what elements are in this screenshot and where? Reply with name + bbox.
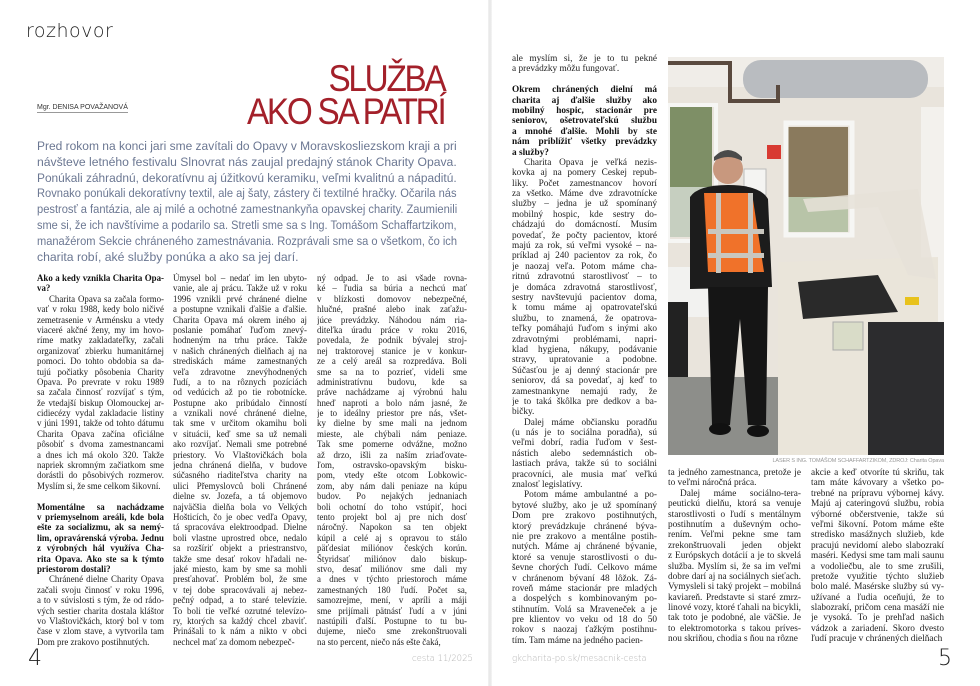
text-line: za všetko. Máme dve zdravotnícke [512, 189, 657, 200]
text-line: povedať, že počty pacientov, ktoré [512, 230, 657, 241]
text-line: pre klientov vo veku od 18 do 50 [512, 615, 657, 626]
text-line: kovka aj na pomery Českej repub- [512, 168, 657, 179]
intro-line: Ponúkali záhradnú, dekoratívnu aj úžitkovú keramiku, veľmi kvalitnú a nápaditú. [37, 170, 457, 185]
text-line: rita Opava. Ako ste sa k týmto [37, 553, 164, 564]
text-line: tento projekt bol aj pre nich dosť [317, 511, 467, 522]
text-line: od vedúcich až po tie robotnícke. [173, 387, 307, 398]
interview-question [37, 502, 164, 575]
intro-line: charita robí, aké služby ponúka a ako sa jej darí. [37, 249, 299, 264]
text-line: mobilný hospic, kde sestry do- [512, 209, 657, 220]
text-line: seniorov, ošetrovateľskú službu [512, 116, 657, 127]
text-line: ako rozvíjať. Nemali sme potrebné [173, 439, 307, 450]
text-line: charita aj ďalšie služby ako [512, 95, 657, 106]
intro-line: Rovnako ponúkali dekoratívny textil, ale aj šaty, zástery či textilné hračky. Očarila nás [37, 186, 457, 201]
text-line: dielne sv. Jozefa, a tá objemovo [173, 491, 307, 502]
text-line: postihnutím a duševným ocho- [668, 519, 801, 530]
title-line: AKO SA PATRÍ [246, 91, 444, 132]
text-line: náročný. Napokon sa ten objekt [317, 522, 467, 533]
interview-answer-paragraph [811, 468, 944, 645]
text-line: bytové služby, ako je už spomínaný [512, 500, 657, 511]
text-line: Postupne ako pribúdalo činností [173, 397, 307, 408]
text-line: že vtedajší biskup Olomouckej ar- [37, 397, 164, 408]
text-line: zom, aby nám dali peniaze na kúpu [317, 480, 467, 491]
interview-answer-paragraph [173, 273, 307, 647]
text-line: Prinášali to k nám a nikto v obci [173, 626, 307, 637]
photo-caption: LASER S ING. TOMÁŠOM SCHAFFARTZIKOM, ZDROJ: Charita Opava [772, 458, 944, 464]
text-line: hodneným na trhu práce. Takže [173, 335, 307, 346]
text-line: dujeme, niečo sme zrekonštruovali [317, 626, 467, 637]
intro-line: návšteve letného festivalu Slnovrat nás zaujal predajný stánok Charity Opava. [37, 154, 457, 169]
text-line: slabozrakí, pričom cena masáží nie [811, 603, 944, 614]
text-line: k tomu máme aj opatrovateľskú [512, 303, 657, 314]
text-line: Tak sme pomerne odvážne, možno [317, 439, 467, 450]
text-line: a služby? [512, 147, 549, 158]
text-line: služba. Myslím si, že sa im veľmi [668, 561, 801, 572]
text-line: tá spracováva elektroodpad. Dielne [173, 522, 307, 533]
text-line: zemetrasenie v Arménsku a vtedy [37, 314, 164, 325]
text-column-1 [37, 273, 164, 647]
text-line: pomoci. Do tohto obdobia sa da- [37, 356, 164, 367]
text-line: viaceré akčné ženy, my im hovo- [37, 324, 164, 335]
text-line: trebné na prípravu výbornej kávy. [811, 488, 944, 499]
text-line: z Európskych dotácií a je to skvelá [668, 551, 801, 562]
text-line: nie pre zrakovo a mentálne postih- [512, 531, 657, 542]
text-line: mobilný hospic, stacionár pre [512, 105, 657, 116]
text-line: pracovníci, ale musia mať veľkú [512, 469, 657, 480]
text-line: rokov s naozaj ťažkým postihnu- [512, 625, 657, 636]
text-line: v našich chránených dielňach aj na [173, 345, 307, 356]
interview-answer-paragraph [668, 468, 801, 489]
text-line: ríme matky zakladateľky, začali [37, 335, 164, 346]
text-line: jedna chránená dielňa, v budove [173, 460, 307, 471]
text-line: Charita Opava sa začala formo- [49, 293, 164, 304]
text-line: diteľka úradu práce v roku 2016, [317, 324, 467, 335]
text-line: Ako a kedy vznikla Charita Opa- [37, 273, 164, 283]
interview-answer-paragraph [668, 489, 801, 645]
text-line: samozrejme, mení, v apríli a máji [317, 595, 467, 606]
text-line: v júni 1991, takže od tohto dátumu [37, 418, 164, 429]
interview-answer-paragraph [317, 273, 467, 647]
text-line: povedala, že podnik bývalej stroj- [317, 335, 467, 346]
text-line: a prevádzky môžu fungovať. [512, 64, 620, 75]
text-column-6 [811, 468, 944, 645]
text-line: sestry navštevujú pacientov doma, [512, 292, 657, 303]
text-line: ševne chorých ľudí. Celkovo máme [512, 563, 657, 574]
text-line: klad hygiena, nákupy, podávanie [512, 344, 657, 355]
text-line: sa začala činnosť rozvíjať s tým, [37, 387, 164, 398]
text-line: pôsobiť s dvoma zamestnancami [37, 439, 164, 450]
text-line: ritnú zdravotnú starostlivosť – to [512, 272, 657, 283]
text-line: vo Vlaštovičkách, ktorý bol v tom [37, 615, 164, 626]
text-line: tujú počiatky pôsobenia Charity [37, 366, 164, 377]
text-line: mieste, ale chýbali nám peniaze. [317, 428, 467, 439]
text-line: Ďalej máme občiansku poradňu [524, 417, 657, 428]
text-line: dorástli do pôsobivých rozmerov. [37, 470, 164, 481]
text-line: dobre darí aj na sociálnych sieťach. [668, 571, 801, 582]
text-line: súčasného riaditeľstva charity na [173, 470, 307, 481]
article-photo [668, 57, 944, 455]
text-line: Vymysleli si taký projekt – mobilná [668, 582, 801, 593]
interview-question [512, 85, 657, 158]
text-line: júce prevádzky. Náhodou nám ria- [317, 314, 467, 325]
text-line: nástich alebo sedemnástich ob- [512, 448, 657, 459]
text-line: a dospelých s kombinovaným po- [512, 594, 657, 605]
text-line: ry, ktorých sa každý chcel zbaviť. [173, 615, 307, 626]
text-line: pečný odpad, a to staré televízie. [173, 595, 307, 606]
interview-answer-paragraph [512, 158, 657, 418]
text-line: boli vlastne uprostred obce, nedalo [173, 532, 307, 543]
text-line: stvo, desať miliónov sme dali my [317, 563, 467, 574]
text-line: je domáca zdravotná starostlivosť, [512, 282, 657, 293]
text-line: z výrobných hál využíva Cha- [37, 543, 164, 554]
text-line: poslanie pomáhať ľuďom znevý- [173, 324, 307, 335]
page-number-right: 5 [938, 646, 952, 671]
text-line: práve nachádzame aj výrobnú halu [317, 387, 467, 398]
text-line: nastúpili ďalší. Postupne to tu bu- [317, 615, 467, 626]
text-line: bičky. [512, 407, 535, 418]
text-line: ktorý prevádzkuje chránené býva- [512, 521, 657, 532]
text-line: liky. Počet zamestnancov hovorí [512, 178, 657, 189]
text-line: Štyridsať miliónov dalo biskup- [317, 553, 467, 564]
text-line: Okrem chránených dielní má [512, 85, 657, 96]
text-line: Dom pre zrakovo postihnutých. [37, 636, 150, 647]
text-line: Hošticích, čo je obec vedľa Opavy, [173, 511, 307, 522]
interview-answer-paragraph [512, 54, 657, 75]
text-line: roveň máme stacionár pre mladých [512, 583, 657, 594]
text-line: priestorom dostali? [37, 563, 111, 574]
text-line: stihnutím. Volá sa Mraveneček a je [512, 604, 657, 615]
text-line: znalosť legislatívy. [512, 480, 583, 491]
text-line: Dom pre zrakovo postihnutých, [512, 511, 657, 522]
text-line: Potom máme ambulantné a po- [524, 490, 657, 501]
text-line: rením. Veľmi pekne sme tam [668, 530, 801, 541]
issue-label: cesta 11/2025 [412, 654, 473, 664]
text-line: Charita Opava začína oficiálne [37, 428, 164, 439]
text-line: tak sme v určitom okamihu boli [173, 418, 307, 429]
text-line: peutickú dielňu, ktorá sa venuje [668, 499, 801, 510]
text-column-3 [317, 273, 467, 647]
text-line: stravy, upratovanie a podobne. [512, 355, 657, 366]
text-line: kúpil a celé aj s opravou to stálo [317, 532, 467, 543]
text-line: Myslím si, že sme celkom šikovní. [37, 480, 161, 491]
text-line: veľa zdravotne znevýhodnených [173, 366, 307, 377]
text-line: takže sme desať rokov hľadali ne- [173, 553, 307, 564]
text-line: príklad aj 240 pacientov za rok, čo [512, 251, 657, 262]
text-line: majú za rok, sú veľmi vysoké – na- [512, 241, 657, 252]
photo-man-with-laser-machine [668, 57, 944, 455]
text-line: vých sestier charita dostala kláštor [37, 605, 164, 616]
text-line: nechcel mať za domom nebezpeč- [173, 636, 295, 647]
text-line: v chránenom bývaní 48 lôžok. Zá- [512, 573, 657, 584]
text-line: lastiach práva, takže sú to sociálni [512, 459, 657, 470]
text-column-4 [512, 54, 657, 646]
text-line: lim, opravárenská výroba. Jednu [37, 532, 164, 543]
article-title [246, 58, 444, 132]
page-fold [488, 0, 492, 686]
text-column-2 [173, 273, 307, 647]
text-line: 1996 vznikli prvé chránené dielne [173, 293, 307, 304]
text-line: boli ochotní do toho vstúpiť, hoci [317, 501, 467, 512]
text-line: ktoré sa venuje starostlivosti o du- [512, 552, 657, 563]
text-line: va? [37, 283, 51, 294]
intro-line: Pred rokom na konci jari sme zavítali do Opavy v Moravskosliezskom kraji a pri [37, 139, 457, 153]
section-label: rozhovor [26, 20, 114, 42]
paragraph-gap [37, 491, 164, 501]
intro-line: sme si, že ich navštívime a podarilo sa. Stretli sme sa s Ing. Tomášom Schaffartzikom, [37, 217, 457, 232]
text-line: tak toto je podobné, ale väčšie. Je [668, 613, 801, 624]
paragraph-gap [512, 75, 657, 85]
text-line: zamestnankyne nemajú rady, že [512, 386, 657, 397]
text-column-5 [668, 468, 801, 645]
text-line: ze a celý areál sa rozpredáva. Boli [317, 356, 467, 367]
text-line: nutých. Máme aj chránené bývanie, [512, 542, 657, 553]
text-line: Opava. Po prevrate v roku 1989 [37, 376, 164, 387]
text-line: ké – ľudia sa búria a nechcú mať [317, 283, 467, 294]
text-line: organizovať zbierku humanitárnej [37, 345, 164, 356]
text-line: päťdesiat miliónov českých korún. [317, 543, 467, 554]
article-intro [37, 139, 457, 265]
text-line: ale myslím si, že je to tu pekné [512, 54, 657, 64]
text-line: a to v súvislosti s tým, že od rádo- [37, 595, 164, 606]
text-line: to elektromotorka s takou príves- [668, 623, 801, 634]
text-line: stredisko masážnych služieb, kde [811, 530, 944, 541]
interview-answer-paragraph [37, 294, 164, 491]
text-line: vať v roku 1988, kedy bolo ničivé [37, 304, 164, 315]
text-line: cidiecézy vydal zakladacie listiny [37, 408, 164, 419]
author-byline: Mgr. DENISA POVAŽANOVÁ [37, 104, 128, 111]
text-line: teľky pomáhajú ľuďom s inými ako [512, 324, 657, 335]
text-line: začali svoju činnosť v roku 1996, [37, 584, 164, 595]
text-line: výborné občerstvenie, takže sú [811, 509, 944, 520]
text-line: hlučné, prašné alebo inak zaťažu- [317, 304, 467, 315]
text-line: v blízkosti domovov nebezpečné, [317, 293, 467, 304]
text-line: akcie a keď otvoríte tú skriňu, tak [811, 468, 944, 478]
text-line: strediskách máme zamestnaných [173, 356, 307, 367]
text-line: ľudí, a to na rôznych pozíciách [173, 376, 307, 387]
page-number-left: 4 [28, 646, 42, 671]
text-line: nej traktorovej stanice je v konkur- [317, 345, 467, 356]
text-line: Chránené dielne Charity Opava [49, 574, 164, 585]
text-line: nám priblížiť všetky prevádzky [512, 137, 657, 148]
text-line: presťahovať. Problém bol, že sme [173, 574, 307, 585]
text-line: najväčšia dielňa bola vo Velkých [173, 501, 307, 512]
text-line: ta jedného zamestnanca, pretože je [668, 468, 801, 478]
intro-line: pestrosť a fantázia, ale aj milé a ochotné zamestnankyňa opavskej charity. Zaumienili [37, 202, 458, 217]
text-line: užívané a ľudia oceňujú, že to [811, 592, 944, 603]
text-line: službu, to znamená, že opatrova- [512, 313, 657, 324]
text-line: v priemyselnom areáli, kde bola [37, 511, 164, 522]
text-line: (u nás je to sociálna poradňa), sú [512, 428, 657, 439]
text-line: tím. Tam máme na jedného pacien- [512, 635, 643, 646]
text-line: v situácii, keď sme sa už nemali [173, 428, 307, 439]
text-line: maséri. Kedysi sme tam mali saunu [811, 551, 944, 562]
text-line: zdravotnými problémami, napri- [512, 334, 657, 345]
text-line: priestory. Vo Vlaštovičkách bola [173, 449, 307, 460]
intro-line: manažérom Sekcie chráneného zamestnávania. Rozprávali sme sa o všetkom, čo ich [37, 233, 458, 248]
website-url: gkcharita-po.sk/mesacnik-cesta [512, 654, 647, 664]
text-line: služby – jedna je už spomínaný [512, 199, 657, 210]
text-line: chádzajú do domácností. Musím [512, 220, 657, 231]
text-line: starostlivosti o ľudí s mentálnym [668, 509, 801, 520]
text-line: ulici Přemyslovců boli Chránené [173, 480, 307, 491]
text-line: to veľmi náročná práca. [668, 478, 757, 489]
text-line: Charita Opava má okrem iného aj [173, 314, 307, 325]
text-line: a postupne vznikali ďalšie a ďalšie. [173, 304, 307, 315]
text-line: pracujú nevidomí alebo slabozrakí [811, 540, 944, 551]
text-line: administratívnu budovu, kde sa [317, 376, 467, 387]
text-line: napriek skromným začiatkom sme [37, 460, 164, 471]
text-line: To boli tie veľké ozrutné televízo- [173, 605, 307, 616]
text-line: seniorov, dá sa povedať, aj keď to [512, 376, 657, 387]
text-line: čase v zlom stave, a vytvorila tam [37, 626, 164, 637]
text-line: sme prijímali pätnásť ľudí a v júni [317, 605, 467, 616]
text-line: Ďalej máme sociálno-tera- [680, 488, 801, 499]
text-line: a mnohé ďalšie. Mohli by ste [512, 126, 657, 137]
text-line: na sto percent, niečo nás ešte čaká, [317, 636, 441, 647]
text-line: Majú aj cateringovú službu, robia [811, 499, 944, 510]
text-line: ešte za socializmu, ak sa nemý- [37, 522, 164, 533]
text-line: sme sa na to pozrieť, videli sme [317, 366, 467, 377]
text-line: ľom, ostravsko-opavským bisku- [317, 460, 467, 471]
text-line: kaviareň. Predstavte si staré zmrz- [668, 592, 801, 603]
text-line: veľmi šikovní. Potom máme ešte [811, 519, 944, 530]
text-line: zamestnaných 180 ľudí. Počet sa, [317, 584, 467, 595]
text-line: vádzok a zariadení. Skoro dvesto [811, 623, 944, 634]
text-line: nou skriňou, chodia s ňou na rôzne [668, 634, 798, 645]
text-line: tam máte kávovary a všetko po- [811, 478, 944, 489]
text-line: pom, vtedy ešte otcom Lobkowic- [317, 470, 467, 481]
text-line: zrekonštruovali jeden objekt [668, 540, 801, 551]
text-line: ný odpad. Je to asi všade rovna- [317, 273, 467, 283]
text-line: pretože využitie týchto služieb [811, 571, 944, 582]
text-line: je naozaj veľa. Potom máme cha- [512, 261, 657, 272]
text-line: a dnes ich má okolo 320. Takže [37, 449, 164, 460]
text-line: je vysoká. To je prehľad našich [811, 613, 944, 624]
text-line: veľmi dobrí, radia ľuďom v šest- [512, 438, 657, 449]
text-line: ľudí pracuje v chránených dielňach [811, 634, 943, 645]
text-line: Charita Opava je veľká nezis- [524, 157, 657, 168]
text-line: ky dielne by sme mali na jednom [317, 418, 467, 429]
text-line: sa rozšíriť objekt a priestranstvo, [173, 543, 307, 554]
text-line: vanie, ale aj prácu. Takže už v roku [173, 283, 307, 294]
text-line: jaké miesto, kam by sme sa mohli [173, 563, 307, 574]
text-line: hneď naproti a bolo nám jasné, že [317, 397, 467, 408]
text-line: a vznikali nové chránené dielne, [173, 408, 307, 419]
text-line: budov. Po nejakých jednaniach [317, 491, 467, 502]
text-line: až drzo, išli za naším zriaďovate- [317, 449, 467, 460]
text-line: linové vozy, ktoré ťahali na bicykli, [668, 603, 801, 614]
interview-answer-paragraph [512, 418, 657, 491]
interview-question [37, 273, 164, 294]
text-line: v tej dobe spracovávali aj nebez- [173, 584, 307, 595]
text-line: Momentálne sa nachádzame [37, 501, 164, 512]
text-line: Súčasťou je aj denný stacionár pre [512, 365, 657, 376]
title-line: SLUŽBA [327, 58, 444, 99]
text-line: je to ideálny priestor pre nás, všet- [317, 408, 467, 419]
text-line: a vodoliečbu, ale to sme zrušili, [811, 561, 944, 572]
interview-answer-paragraph [512, 490, 657, 646]
text-line: Úmysel bol – nedať im len ubyto- [173, 273, 307, 283]
text-line: je to taká škôlka pre dedkov a ba- [512, 396, 657, 407]
text-line: a dnes v týchto priestoroch máme [317, 574, 467, 585]
text-line: bolo malé. Masérske služby sú vy- [811, 582, 944, 593]
interview-answer-paragraph [37, 574, 164, 647]
